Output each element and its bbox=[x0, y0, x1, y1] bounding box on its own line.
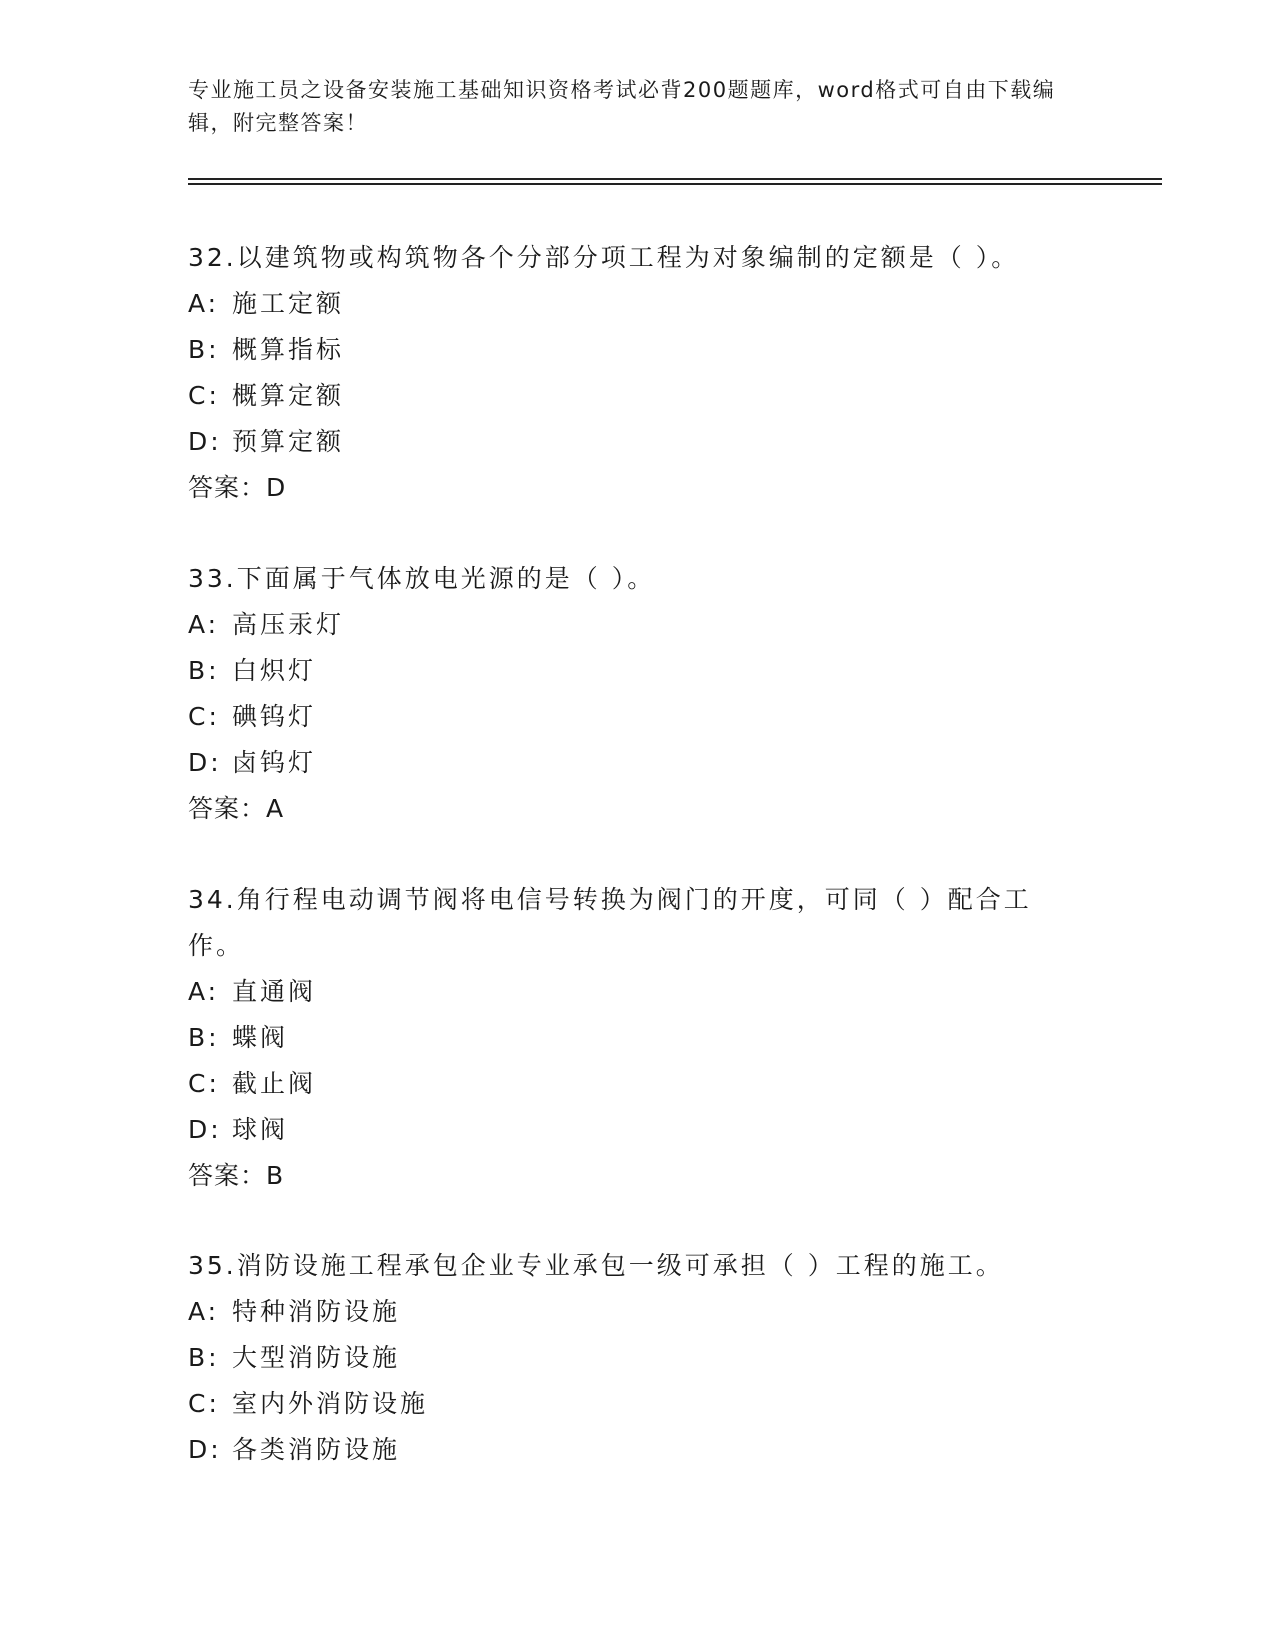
option-letter: C: bbox=[188, 1389, 220, 1418]
option-letter: B: bbox=[188, 1343, 220, 1372]
option-c bbox=[188, 1061, 1078, 1107]
answer: 答案：A bbox=[188, 794, 285, 823]
option-letter: A: bbox=[188, 1297, 220, 1326]
option-letter: C: bbox=[188, 1069, 220, 1098]
answer: 答案：B bbox=[188, 1161, 285, 1190]
option-letter: D: bbox=[188, 748, 222, 777]
option-letter: D: bbox=[188, 1115, 222, 1144]
option-c bbox=[188, 694, 1078, 740]
option-text: 预算定额 bbox=[232, 427, 345, 456]
option-letter: C: bbox=[188, 381, 220, 410]
option-text: 球阀 bbox=[232, 1115, 289, 1144]
option-d bbox=[188, 740, 1078, 786]
option-text: 截止阀 bbox=[232, 1069, 317, 1098]
question-35 bbox=[188, 1243, 1078, 1473]
question-stem: 32.以建筑物或构筑物各个分部分项工程为对象编制的定额是（ ）。 bbox=[188, 243, 1020, 272]
document-header: 专业施工员之设备安装施工基础知识资格考试必背200题题库，word格式可自由下载编辑，附完整答案！ bbox=[188, 78, 1056, 135]
answer: 答案：D bbox=[188, 473, 287, 502]
option-text: 卤钨灯 bbox=[232, 748, 317, 777]
option-c bbox=[188, 373, 1078, 419]
option-d bbox=[188, 419, 1078, 465]
question-stem: 33.下面属于气体放电光源的是（ ）。 bbox=[188, 564, 656, 593]
option-d bbox=[188, 1107, 1078, 1153]
option-text: 大型消防设施 bbox=[232, 1343, 401, 1372]
question-stem: 34.角行程电动调节阀将电信号转换为阀门的开度，可同（ ）配合工作。 bbox=[188, 885, 1032, 960]
option-b bbox=[188, 1335, 1078, 1381]
option-text: 高压汞灯 bbox=[232, 610, 345, 639]
option-d bbox=[188, 1427, 1078, 1473]
option-text: 碘钨灯 bbox=[232, 702, 317, 731]
option-a bbox=[188, 281, 1078, 327]
option-letter: D: bbox=[188, 1435, 222, 1464]
header-divider-top bbox=[188, 178, 1162, 180]
header-divider-bottom bbox=[188, 183, 1162, 185]
option-b bbox=[188, 648, 1078, 694]
option-letter: A: bbox=[188, 610, 220, 639]
question-stem: 35.消防设施工程承包企业专业承包一级可承担（ ）工程的施工。 bbox=[188, 1251, 1004, 1280]
option-text: 室内外消防设施 bbox=[232, 1389, 429, 1418]
option-a bbox=[188, 602, 1078, 648]
option-letter: B: bbox=[188, 335, 220, 364]
option-text: 概算指标 bbox=[232, 335, 345, 364]
question-34 bbox=[188, 877, 1078, 1199]
option-text: 蝶阀 bbox=[232, 1023, 289, 1052]
option-a bbox=[188, 969, 1078, 1015]
option-text: 施工定额 bbox=[232, 289, 345, 318]
option-letter: D: bbox=[188, 427, 222, 456]
option-text: 白炽灯 bbox=[232, 656, 317, 685]
option-letter: B: bbox=[188, 1023, 220, 1052]
option-text: 各类消防设施 bbox=[232, 1435, 401, 1464]
question-33 bbox=[188, 556, 1078, 832]
option-b bbox=[188, 1015, 1078, 1061]
option-a bbox=[188, 1289, 1078, 1335]
option-letter: A: bbox=[188, 977, 220, 1006]
option-c bbox=[188, 1381, 1078, 1427]
option-b bbox=[188, 327, 1078, 373]
option-text: 特种消防设施 bbox=[232, 1297, 401, 1326]
option-text: 直通阀 bbox=[232, 977, 317, 1006]
option-letter: A: bbox=[188, 289, 220, 318]
option-letter: C: bbox=[188, 702, 220, 731]
option-text: 概算定额 bbox=[232, 381, 345, 410]
question-32 bbox=[188, 235, 1078, 511]
option-letter: B: bbox=[188, 656, 220, 685]
